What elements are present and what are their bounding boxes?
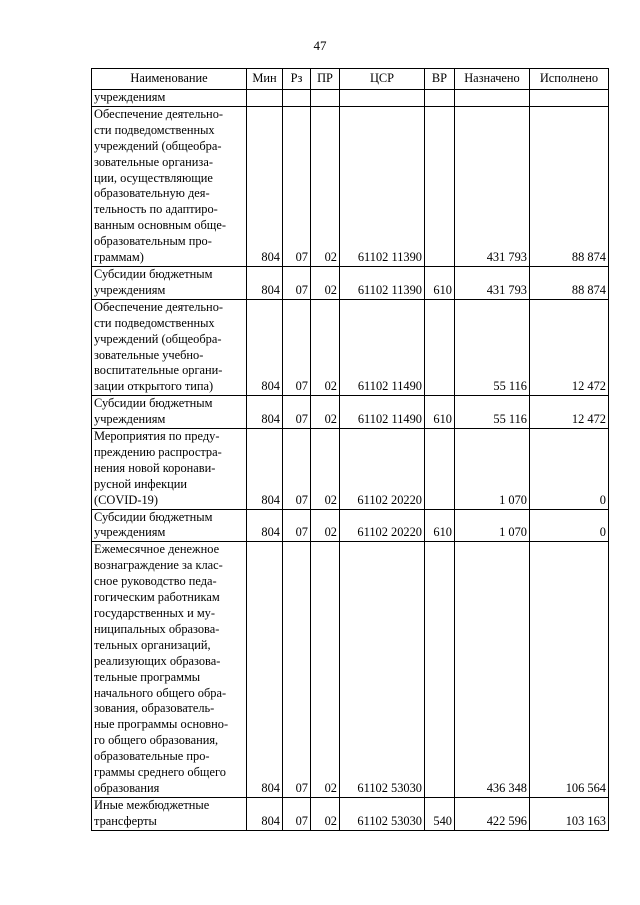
cell-pr: 02 bbox=[311, 542, 340, 798]
table-row bbox=[92, 429, 609, 510]
header-vr: ВР bbox=[425, 69, 455, 90]
cell-min: 804 bbox=[247, 797, 283, 830]
header-executed: Исполнено bbox=[530, 69, 609, 90]
header-assigned: Назначено bbox=[455, 69, 530, 90]
table-row bbox=[92, 266, 609, 299]
cell-rz bbox=[283, 90, 311, 107]
cell-rz: 07 bbox=[283, 429, 311, 510]
cell-executed: 0 bbox=[530, 509, 609, 542]
cell-vr: 540 bbox=[425, 797, 455, 830]
name-line: гогическим работникам bbox=[94, 590, 220, 605]
name-line: зования, образователь- bbox=[94, 701, 215, 716]
budget-table bbox=[91, 68, 609, 831]
name-line: учреждениям bbox=[94, 282, 166, 297]
cell-assigned: 55 116 bbox=[455, 299, 530, 395]
cell-rz: 07 bbox=[283, 106, 311, 266]
cell-rz: 07 bbox=[283, 797, 311, 830]
cell-assigned: 1 070 bbox=[455, 509, 530, 542]
name-line: государственных и му- bbox=[94, 606, 215, 620]
name-line: зации открытого типа) bbox=[94, 379, 214, 394]
name-line: образовательную дея- bbox=[94, 186, 210, 201]
name-line: тельные программы bbox=[94, 669, 201, 684]
name-line: русной инфекции bbox=[94, 476, 187, 491]
cell-min: 804 bbox=[247, 106, 283, 266]
cell-rz: 07 bbox=[283, 266, 311, 299]
cell-name bbox=[92, 396, 247, 429]
cell-executed: 12 472 bbox=[530, 299, 609, 395]
name-line: трансферты bbox=[94, 813, 157, 828]
cell-pr: 02 bbox=[311, 509, 340, 542]
name-line: Субсидии бюджетным bbox=[94, 266, 213, 281]
name-line: ции, осуществляющие bbox=[94, 170, 213, 185]
cell-assigned: 431 793 bbox=[455, 266, 530, 299]
cell-vr bbox=[425, 429, 455, 510]
cell-name bbox=[92, 509, 247, 542]
name-line: учреждениям bbox=[94, 412, 166, 427]
name-line: ниципальных образова- bbox=[94, 621, 220, 636]
cell-assigned: 422 596 bbox=[455, 797, 530, 830]
name-line: реализующих образова- bbox=[94, 653, 221, 668]
name-line: ванным основным обще- bbox=[94, 218, 226, 233]
cell-vr bbox=[425, 542, 455, 798]
cell-rz: 07 bbox=[283, 396, 311, 429]
cell-vr: 610 bbox=[425, 266, 455, 299]
name-line: зовательные организа- bbox=[94, 154, 213, 169]
cell-pr: 02 bbox=[311, 106, 340, 266]
cell-csr: 61102 11390 bbox=[340, 106, 425, 266]
name-line: Мероприятия по преду- bbox=[94, 429, 220, 444]
cell-executed: 106 564 bbox=[530, 542, 609, 798]
name-line: го общего образования, bbox=[94, 733, 219, 748]
cell-min bbox=[247, 90, 283, 107]
cell-csr: 61102 53030 bbox=[340, 797, 425, 830]
cell-pr: 02 bbox=[311, 429, 340, 510]
table-header-row bbox=[92, 69, 609, 90]
name-line: образовательные про- bbox=[94, 749, 210, 764]
name-line: сное руководство педа- bbox=[94, 574, 217, 589]
cell-name bbox=[92, 90, 247, 107]
table-row bbox=[92, 396, 609, 429]
cell-min: 804 bbox=[247, 542, 283, 798]
cell-min: 804 bbox=[247, 429, 283, 510]
table-row bbox=[92, 106, 609, 266]
cell-csr: 61102 11490 bbox=[340, 396, 425, 429]
name-line: сти подведомственных bbox=[94, 122, 215, 137]
cell-csr: 61102 53030 bbox=[340, 542, 425, 798]
table-row bbox=[92, 797, 609, 830]
cell-executed: 0 bbox=[530, 429, 609, 510]
table-row bbox=[92, 542, 609, 798]
cell-pr: 02 bbox=[311, 299, 340, 395]
cell-vr: 610 bbox=[425, 509, 455, 542]
name-line: зовательные учебно- bbox=[94, 347, 204, 362]
name-line: граммы среднего общего bbox=[94, 765, 226, 780]
name-line: воспитательные органи- bbox=[94, 363, 223, 378]
cell-vr bbox=[425, 299, 455, 395]
cell-pr: 02 bbox=[311, 266, 340, 299]
cell-name bbox=[92, 299, 247, 395]
name-line: тельность по адаптиро- bbox=[94, 202, 218, 217]
header-pr: ПР bbox=[311, 69, 340, 90]
cell-min: 804 bbox=[247, 396, 283, 429]
cell-vr: 610 bbox=[425, 396, 455, 429]
cell-min: 804 bbox=[247, 266, 283, 299]
cell-executed: 12 472 bbox=[530, 396, 609, 429]
header-rz: Рз bbox=[283, 69, 311, 90]
table-body bbox=[92, 90, 609, 831]
header-csr: ЦСР bbox=[340, 69, 425, 90]
name-line: образования bbox=[94, 780, 160, 795]
table-row bbox=[92, 90, 609, 107]
cell-csr: 61102 11390 bbox=[340, 266, 425, 299]
cell-csr: 61102 20220 bbox=[340, 429, 425, 510]
header-min: Мин bbox=[247, 69, 283, 90]
name-line: учреждениям bbox=[94, 525, 166, 540]
cell-csr: 61102 20220 bbox=[340, 509, 425, 542]
cell-rz: 07 bbox=[283, 509, 311, 542]
name-line: Субсидии бюджетным bbox=[94, 509, 213, 524]
name-line: учреждений (общеобра- bbox=[94, 331, 222, 346]
cell-pr: 02 bbox=[311, 396, 340, 429]
cell-vr bbox=[425, 90, 455, 107]
cell-executed: 88 874 bbox=[530, 266, 609, 299]
cell-name bbox=[92, 266, 247, 299]
name-line: образовательным про- bbox=[94, 234, 212, 249]
name-line: Обеспечение деятельно- bbox=[94, 299, 224, 314]
cell-vr bbox=[425, 106, 455, 266]
cell-name bbox=[92, 797, 247, 830]
name-line: преждению распростра- bbox=[94, 444, 222, 459]
cell-assigned: 1 070 bbox=[455, 429, 530, 510]
cell-assigned: 431 793 bbox=[455, 106, 530, 266]
name-line: тельных организаций, bbox=[94, 637, 211, 652]
name-line: Субсидии бюджетным bbox=[94, 396, 213, 411]
cell-assigned bbox=[455, 90, 530, 107]
cell-pr bbox=[311, 90, 340, 107]
cell-csr: 61102 11490 bbox=[340, 299, 425, 395]
cell-pr: 02 bbox=[311, 797, 340, 830]
cell-rz: 07 bbox=[283, 542, 311, 798]
cell-rz: 07 bbox=[283, 299, 311, 395]
name-line: учреждениям bbox=[94, 90, 166, 104]
page-number: 47 bbox=[313, 38, 327, 53]
cell-min: 804 bbox=[247, 299, 283, 395]
cell-name bbox=[92, 429, 247, 510]
cell-assigned: 436 348 bbox=[455, 542, 530, 798]
name-line: ные программы основно- bbox=[94, 717, 229, 732]
name-line: Обеспечение деятельно- bbox=[94, 106, 224, 121]
cell-min: 804 bbox=[247, 509, 283, 542]
header-name: Наименование bbox=[92, 69, 247, 90]
name-line: вознаграждение за клас- bbox=[94, 558, 223, 573]
cell-executed bbox=[530, 90, 609, 107]
cell-assigned: 55 116 bbox=[455, 396, 530, 429]
cell-executed: 103 163 bbox=[530, 797, 609, 830]
cell-executed: 88 874 bbox=[530, 106, 609, 266]
table-row bbox=[92, 299, 609, 395]
name-line: (COVID-19) bbox=[94, 492, 159, 507]
name-line: нения новой коронави- bbox=[94, 460, 216, 475]
cell-csr bbox=[340, 90, 425, 107]
table-row bbox=[92, 509, 609, 542]
name-line: граммам) bbox=[94, 250, 144, 265]
name-line: учреждений (общеобра- bbox=[94, 138, 222, 153]
name-line: Иные межбюджетные bbox=[94, 797, 210, 812]
name-line: сти подведомственных bbox=[94, 315, 215, 330]
cell-name bbox=[92, 106, 247, 266]
cell-name bbox=[92, 542, 247, 798]
name-line: Ежемесячное денежное bbox=[94, 542, 220, 557]
name-line: начального общего обра- bbox=[94, 685, 227, 700]
